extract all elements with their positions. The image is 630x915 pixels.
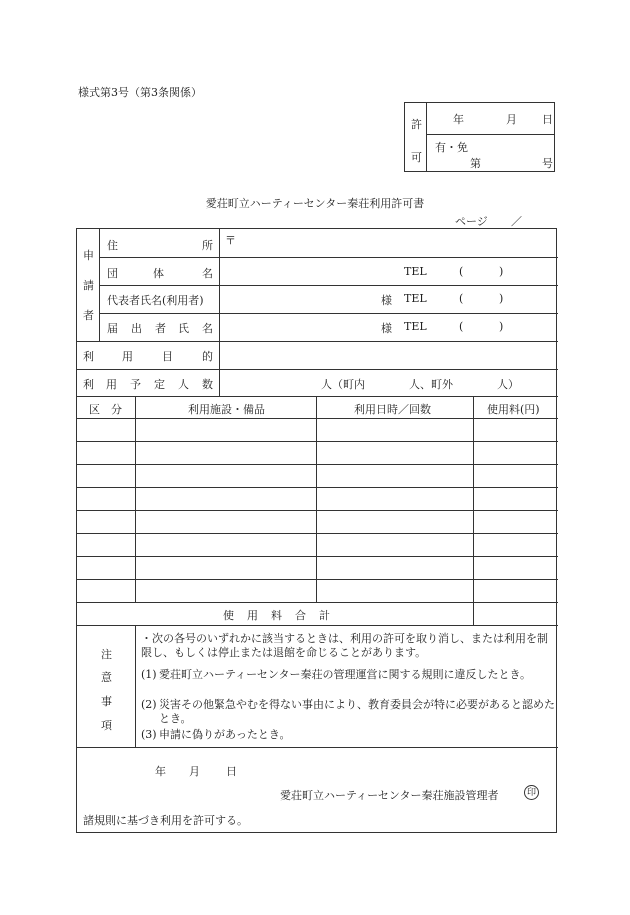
- col-line: [316, 396, 317, 602]
- row-line: [77, 396, 558, 397]
- submitter-label-4: 氏: [178, 322, 189, 335]
- purpose-label-4: 的: [202, 350, 213, 363]
- group-paren-open: (: [459, 265, 464, 278]
- submitter-paren-close: ): [499, 320, 504, 333]
- row-line: [77, 441, 558, 442]
- row-line: [77, 369, 558, 370]
- column-header-category: 区 分: [89, 403, 122, 416]
- notes-item-3-number: (3): [141, 728, 157, 741]
- people-label-4: 定: [154, 378, 165, 391]
- col-line: [473, 396, 474, 625]
- total-label-2: 用: [247, 609, 258, 622]
- permit-box: [404, 102, 555, 172]
- permit-statement: 諸規則に基づき利用を許可する。: [83, 814, 248, 827]
- row-line: [77, 464, 558, 465]
- rep-sama: 様: [381, 294, 392, 307]
- column-header-facility: 利用施設・備品: [188, 403, 265, 416]
- submitter-label-2: 出: [131, 322, 142, 335]
- permit-label-ka: 可: [411, 151, 422, 164]
- submitter-tel: TEL: [404, 320, 427, 333]
- notes-item-1-text: 愛荘町立ハーティーセンター秦荘の管理運営に関する規則に違反したとき。: [159, 668, 532, 681]
- group-tel: TEL: [404, 265, 427, 278]
- col-line: [135, 396, 136, 602]
- submitter-sama: 様: [381, 322, 392, 335]
- submitter-label-3: 者: [155, 322, 166, 335]
- page-label: ページ: [455, 215, 488, 228]
- column-header-fee: 使用料(円): [487, 403, 540, 416]
- group-label-3: 名: [202, 267, 213, 280]
- row-line: [77, 487, 558, 488]
- notes-label-1: 注: [101, 648, 112, 661]
- people-label-3: 予: [130, 378, 141, 391]
- notes-item-2-text: 災害その他緊急やむを得ない事由により、教育委員会が特に必要があると認めたとき。: [159, 698, 555, 725]
- form-number: 様式第3号（第3条関係）: [78, 86, 202, 99]
- purpose-label-2: 用: [122, 350, 133, 363]
- row-line: [99, 257, 558, 258]
- address-label-1: 住: [107, 239, 118, 252]
- group-label-2: 体: [153, 267, 164, 280]
- applicant-label-3: 者: [83, 309, 94, 322]
- permit-month: 月: [506, 113, 517, 126]
- representative-label: 代表者氏名(利用者): [107, 294, 204, 307]
- row-line: [77, 579, 558, 580]
- row-line: [77, 625, 558, 626]
- row-line: [77, 556, 558, 557]
- row-line: [77, 510, 558, 511]
- address-label-2: 所: [202, 239, 213, 252]
- column-header-datetime: 利用日時／回数: [354, 403, 431, 416]
- facility-manager: 愛荘町立ハーティーセンター秦荘施設管理者: [280, 789, 499, 802]
- people-count-text: 人（町内 人、町外 人）: [321, 378, 519, 391]
- document-title: 愛荘町立ハーティーセンター秦荘利用許可書: [205, 197, 425, 210]
- row-line: [77, 533, 558, 534]
- seal-icon: 印: [524, 785, 539, 800]
- row-line: [77, 341, 558, 342]
- people-label-6: 数: [202, 378, 213, 391]
- group-paren-close: ): [499, 265, 504, 278]
- notes-item-1-number: (1): [141, 668, 157, 681]
- applicant-label-1: 申: [83, 249, 94, 262]
- permit-label-kyo: 許: [411, 118, 422, 131]
- purpose-label-1: 利: [83, 350, 94, 363]
- page-slash: ／: [511, 215, 522, 228]
- notes-item-2-number: (2): [141, 698, 157, 711]
- permit-day: 日: [542, 113, 553, 126]
- notes-label-3: 事: [101, 695, 112, 708]
- submitter-label-5: 名: [202, 322, 213, 335]
- permit-dai: 第: [470, 157, 481, 170]
- people-label-2: 用: [106, 378, 117, 391]
- notes-label-4: 項: [101, 719, 112, 732]
- total-label-3: 料: [271, 609, 282, 622]
- notes-item-3-text: 申請に偽りがあったとき。: [159, 728, 291, 741]
- rep-tel: TEL: [404, 292, 427, 305]
- row-line: [99, 313, 558, 314]
- row-line: [77, 602, 558, 603]
- total-label-4: 合: [295, 609, 306, 622]
- row-line: [99, 285, 558, 286]
- applicant-label-2: 請: [83, 279, 94, 292]
- submitter-label-1: 届: [107, 322, 118, 335]
- footer-year: 年: [155, 765, 166, 778]
- permit-go: 号: [542, 157, 553, 170]
- notes-label-2: 意: [101, 671, 112, 684]
- row-line: [77, 418, 558, 419]
- people-label-5: 人: [178, 378, 189, 391]
- rep-paren-close: ): [499, 292, 504, 305]
- total-label-5: 計: [319, 609, 330, 622]
- group-label-1: 団: [107, 267, 118, 280]
- permit-form-table: [76, 228, 557, 833]
- col-line: [219, 229, 220, 396]
- permit-divider: [427, 134, 554, 135]
- footer-month: 月: [189, 765, 200, 778]
- people-label-1: 利: [83, 378, 94, 391]
- total-label-1: 使: [223, 609, 234, 622]
- col-line: [135, 625, 136, 747]
- row-line: [77, 747, 558, 748]
- postal-mark: 〒: [225, 234, 236, 247]
- fee-status: 有・免: [435, 141, 468, 154]
- submitter-paren-open: (: [459, 320, 464, 333]
- footer-day: 日: [226, 765, 237, 778]
- notes-intro: ・次の各号のいずれかに該当するときは、利用の許可を取り消し、または利用を制限し、もしくは停止または退館を命じることがあります。: [141, 632, 548, 659]
- purpose-label-3: 目: [162, 350, 173, 363]
- col-line: [99, 229, 100, 341]
- rep-paren-open: (: [459, 292, 464, 305]
- permit-year: 年: [453, 113, 464, 126]
